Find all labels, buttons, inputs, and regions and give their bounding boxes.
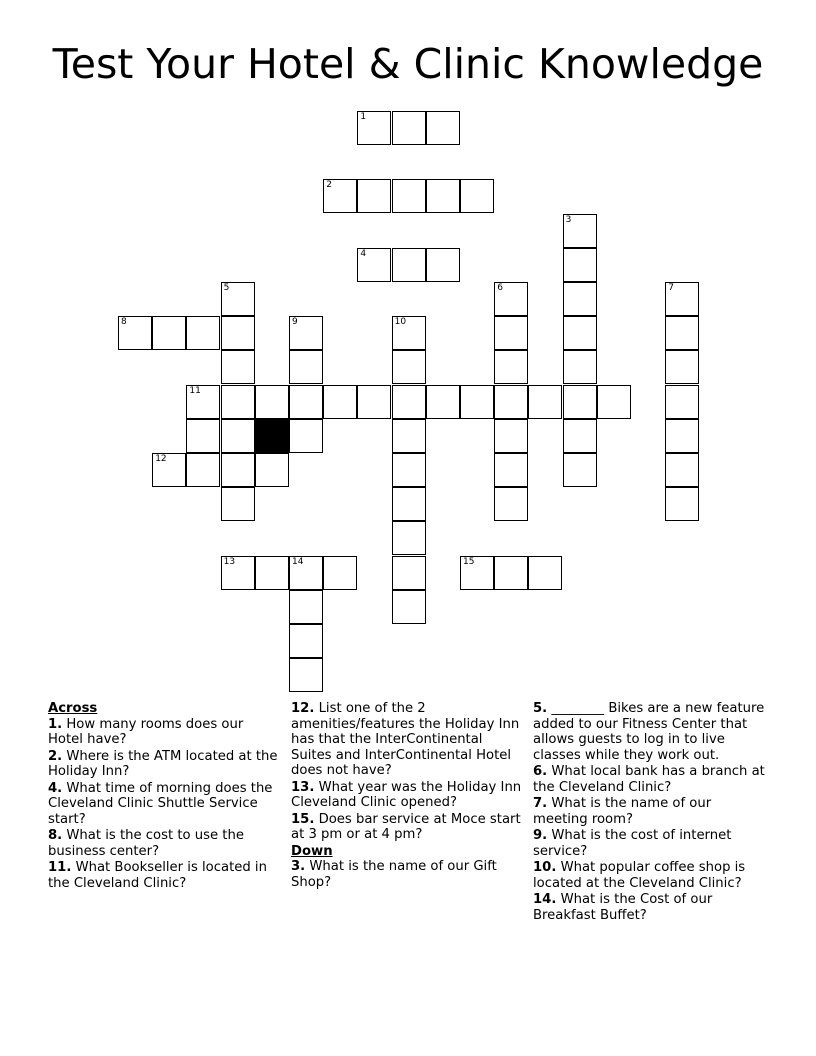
clue-column-1 (48, 701, 280, 892)
grid-cell[interactable] (665, 487, 699, 521)
clue-number: 4 (360, 248, 367, 259)
grid-cell[interactable] (494, 316, 528, 350)
clue-item (533, 828, 765, 859)
clue-text: What Bookseller is located in the Cleveland Clinic? (48, 860, 267, 891)
clue-number: 2 (326, 180, 332, 191)
clue-text: What is the name of our Gift Shop? (291, 859, 497, 890)
grid-cell[interactable] (289, 350, 323, 384)
grid-cell[interactable] (186, 419, 220, 453)
grid-cell[interactable] (392, 350, 426, 384)
clue-item (533, 860, 765, 891)
grid-cell[interactable] (426, 385, 460, 419)
grid-cell[interactable] (665, 419, 699, 453)
grid-cell[interactable] (392, 419, 426, 453)
clue-number-label: 14. (533, 892, 557, 907)
grid-cell[interactable] (221, 419, 255, 453)
grid-cell[interactable] (221, 316, 255, 350)
grid-cell[interactable] (323, 179, 357, 213)
clue-item (533, 764, 765, 795)
clue-column-2 (291, 701, 523, 891)
grid-cell[interactable] (563, 385, 597, 419)
clue-number: 12 (155, 454, 167, 464)
clue-number-label: 15. (291, 811, 315, 827)
grid-cell[interactable] (392, 556, 426, 590)
grid-cell[interactable] (186, 316, 220, 350)
grid-cell[interactable] (289, 590, 323, 624)
clue-number: 9 (292, 317, 298, 328)
clue-text: What popular coffee shop is located at the Cleveland Clinic? (533, 860, 746, 891)
grid-cell[interactable] (426, 111, 460, 145)
grid-cell[interactable] (392, 248, 426, 282)
grid-cell[interactable] (563, 248, 597, 282)
grid-cell[interactable] (357, 111, 391, 145)
clue-item (48, 828, 280, 859)
grid-cell[interactable] (392, 521, 426, 555)
clue-text: What is the cost of internet service? (533, 828, 732, 859)
grid-cell[interactable] (563, 214, 597, 248)
clue-number: 10 (394, 317, 407, 328)
clue-text: Where is the ATM located at the Holiday Inn? (48, 748, 278, 779)
grid-cell[interactable] (494, 385, 528, 419)
clue-number-label: 9. (533, 828, 548, 843)
grid-cell[interactable] (152, 316, 186, 350)
clue-item (291, 859, 523, 890)
clue-number-label: 2. (48, 748, 63, 764)
clue-number: 8 (121, 317, 127, 328)
grid-cell[interactable] (392, 590, 426, 624)
grid-cell[interactable] (221, 282, 255, 316)
grid-cell[interactable] (494, 487, 528, 521)
grid-cell[interactable] (392, 111, 426, 145)
grid-cell[interactable] (528, 556, 562, 590)
grid-cell[interactable] (186, 385, 220, 419)
clue-text: ________ Bikes are a new feature added to our Fitness Center that allows guests to log in to live classes while they work out. (533, 701, 765, 763)
grid-cell[interactable] (426, 179, 460, 213)
grid-cell[interactable] (494, 350, 528, 384)
clue-text: Does bar service at Moce start at 3 pm or at 4 pm? (291, 811, 521, 842)
clue-item (533, 796, 765, 827)
clue-number-label: 13. (291, 779, 315, 795)
grid-cell[interactable] (494, 556, 528, 590)
grid-cell[interactable] (563, 419, 597, 453)
clue-number-label: 1. (48, 716, 63, 732)
clue-number-label: 11. (48, 860, 72, 875)
grid-cell[interactable] (357, 248, 391, 282)
grid-cell[interactable] (255, 385, 289, 419)
clue-number-label: 8. (48, 828, 63, 843)
grid-cell[interactable] (665, 385, 699, 419)
clue-text: What year was the Holiday Inn Cleveland Clinic opened? (291, 779, 522, 810)
grid-cell[interactable] (528, 385, 562, 419)
grid-cell[interactable] (460, 179, 494, 213)
clue-number-label: 6. (533, 764, 548, 779)
grid-cell[interactable] (118, 316, 152, 350)
clue-text: List one of the 2 amenities/features the Holiday Inn has that the InterContinental Suites and InterContinental Hotel does not have? (291, 701, 520, 778)
clue-text: What local bank has a branch at the Cleveland Clinic? (533, 764, 765, 795)
clue-item (48, 749, 280, 780)
clue-number-label: 5. (533, 701, 548, 716)
grid-cell[interactable] (665, 316, 699, 350)
grid-cell[interactable] (460, 556, 494, 590)
clue-item (48, 781, 280, 828)
clue-item (48, 717, 280, 748)
clue-text: What is the Cost of our Breakfast Buffet? (533, 892, 713, 923)
grid-cell[interactable] (494, 419, 528, 453)
grid-cell[interactable] (289, 624, 323, 658)
grid-cell[interactable] (392, 487, 426, 521)
grid-cell[interactable] (289, 556, 323, 590)
down-heading: Down (291, 843, 333, 859)
clue-number: 5 (223, 283, 230, 293)
grid-cell[interactable] (494, 282, 528, 316)
grid-cell[interactable] (665, 453, 699, 487)
clue-item (291, 812, 523, 843)
clue-number: 15 (463, 556, 475, 567)
grid-cell[interactable] (221, 350, 255, 384)
grid-cell[interactable] (460, 385, 494, 419)
grid-cell[interactable] (289, 658, 323, 692)
clue-column-3 (533, 701, 765, 924)
grid-cell[interactable] (426, 248, 460, 282)
clue-text: What is the name of our meeting room? (533, 796, 712, 827)
grid-cell[interactable] (186, 453, 220, 487)
grid-cell[interactable] (289, 419, 323, 453)
clue-number-label: 10. (533, 860, 557, 875)
grid-cell[interactable] (221, 453, 255, 487)
puzzle-title: Test Your Hotel & Clinic Knowledge (52, 40, 764, 88)
grid-cell[interactable] (289, 385, 323, 419)
grid-cell[interactable] (563, 453, 597, 487)
clue-number: 6 (497, 283, 503, 293)
clue-item (291, 701, 523, 779)
grid-cell[interactable] (255, 453, 289, 487)
grid-cell[interactable] (221, 556, 255, 590)
grid-cell[interactable] (323, 385, 357, 419)
grid-cell[interactable] (392, 453, 426, 487)
grid-cell[interactable] (392, 385, 426, 419)
clue-item (291, 780, 523, 811)
across-heading: Across (48, 701, 98, 716)
clue-text: How many rooms does our Hotel have? (48, 716, 244, 747)
clue-number-label: 7. (533, 796, 548, 811)
grid-cell[interactable] (221, 385, 255, 419)
clue-number-label: 4. (48, 780, 63, 796)
clue-number: 7 (668, 283, 674, 293)
clue-item (533, 701, 765, 763)
clue-item (533, 892, 765, 923)
clue-number: 14 (292, 556, 304, 567)
grid-cell[interactable] (665, 282, 699, 316)
black-square (255, 419, 289, 453)
grid-cell[interactable] (563, 316, 597, 350)
grid-cell[interactable] (563, 282, 597, 316)
clue-number: 13 (223, 556, 236, 567)
clue-number: 1 (360, 112, 367, 122)
grid-cell[interactable] (597, 385, 631, 419)
grid-cell[interactable] (357, 385, 391, 419)
grid-cell[interactable] (323, 556, 357, 590)
grid-cell[interactable] (221, 487, 255, 521)
clue-number-label: 12. (291, 701, 315, 716)
grid-cell[interactable] (392, 316, 426, 350)
grid-cell[interactable] (665, 350, 699, 384)
clue-text: What is the cost to use the business center? (48, 828, 244, 859)
grid-cell[interactable] (494, 453, 528, 487)
grid-cell[interactable] (289, 316, 323, 350)
grid-cell[interactable] (392, 179, 426, 213)
grid-cell[interactable] (255, 556, 289, 590)
clue-number: 3 (565, 214, 572, 225)
clue-number: 11 (189, 385, 201, 396)
grid-cell[interactable] (357, 179, 391, 213)
grid-cell[interactable] (563, 350, 597, 384)
clue-item (48, 860, 280, 891)
clue-text: What time of morning does the Cleveland Clinic Shuttle Service start? (48, 780, 273, 827)
grid-cell[interactable] (152, 453, 186, 487)
clue-number-label: 3. (291, 859, 306, 874)
